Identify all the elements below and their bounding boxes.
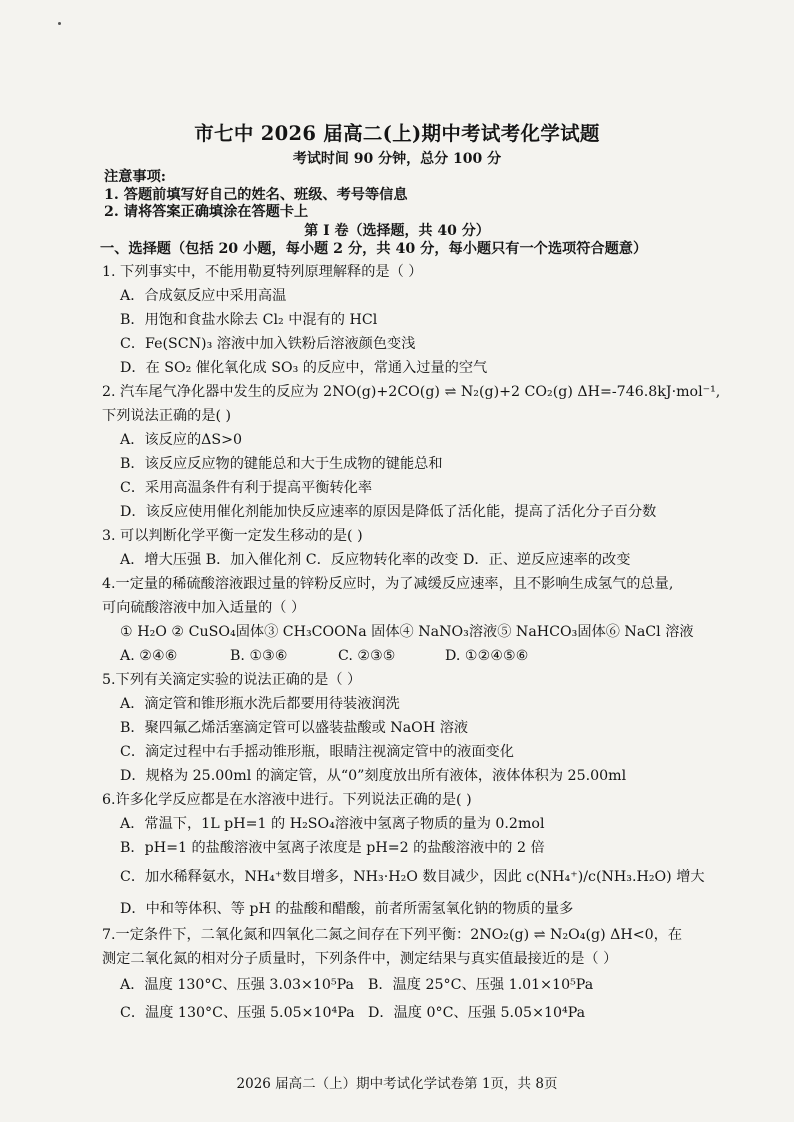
q6-option-d: D．中和等体积、等 pH 的盐酸和醋酸，前者所需氢氧化钠的物质的量多	[120, 901, 574, 917]
q6-stem: 6.许多化学反应都是在水溶液中进行。下列说法正确的是( )	[102, 792, 472, 808]
q5-stem: 5.下列有关滴定实验的说法正确的是（ ）	[102, 672, 362, 688]
q5-option-c: C．滴定过程中右手摇动锥形瓶，眼睛注视滴定管中的液面变化	[120, 744, 514, 760]
q5-option-b: B．聚四氟乙烯活塞滴定管可以盛装盐酸或 NaOH 溶液	[120, 720, 469, 736]
q3-options: A．增大压强 B．加入催化剂 C．反应物转化率的改变 D．正、逆反应速率的改变	[120, 552, 631, 568]
q4-option-c: C. ②③⑤	[338, 648, 396, 664]
q7-option-a: A．温度 130°C、压强 3.03×10⁵Pa	[120, 977, 355, 993]
q2-option-b: B．该反应反应物的键能总和大于生成物的键能总和	[120, 456, 443, 472]
q4-items: ① H₂O ② CuSO₄固体③ CH₃COONa 固体④ NaNO₃溶液⑤ NaHCO₃固体⑥ NaCl 溶液	[120, 624, 694, 640]
q7-option-d: D．温度 0°C、压强 5.05×10⁴Pa	[368, 1005, 586, 1021]
q2-option-a: A．该反应的ΔS>0	[120, 432, 243, 448]
q3-stem: 3. 可以判断化学平衡一定发生移动的是( )	[102, 528, 363, 544]
q2-stem-continued: 下列说法正确的是( )	[102, 408, 232, 424]
q4-stem: 4.一定量的稀硫酸溶液跟过量的锌粉反应时，为了减缓反应速率，且不影响生成氢气的总量,	[102, 576, 674, 592]
q2-option-d: D．该反应使用催化剂能加快反应速率的原因是降低了活化能，提高了活化分子百分数	[120, 504, 657, 520]
exam-subtitle: 考试时间 90 分钟，总分 100 分	[292, 151, 502, 167]
q5-option-a: A．滴定管和锥形瓶水洗后都要用待装液润洗	[120, 696, 400, 712]
q6-option-c: C．加水稀释氨水，NH₄⁺数目增多，NH₃·H₂O 数目减少，因此 c(NH₄⁺)/c(NH₃.H₂O) 增大	[120, 869, 705, 885]
notes-heading: 注意事项:	[104, 169, 166, 185]
q7-option-b: B．温度 25°C、压强 1.01×10⁵Pa	[368, 977, 594, 993]
q4-option-a: A. ②④⑥	[120, 648, 178, 664]
q1-option-b: B．用饱和食盐水除去 Cl₂ 中混有的 HCl	[120, 312, 378, 328]
q6-option-a: A．常温下，1L pH=1 的 H₂SO₄溶液中氢离子物质的量为 0.2mol	[120, 816, 545, 832]
note-item-1: 1. 答题前填写好自己的姓名、班级、考号等信息	[104, 187, 408, 203]
part1-heading: 第 I 卷（选择题，共 40 分）	[304, 223, 490, 239]
q4-option-b: B. ①③⑥	[230, 648, 288, 664]
q4-option-d: D. ①②④⑤⑥	[445, 648, 529, 664]
q2-stem: 2. 汽车尾气净化器中发生的反应为 2NO(g)+2CO(g) ⇌ N₂(g)+2 CO₂(g) ΔH=-746.8kJ·mol⁻¹,	[102, 384, 721, 400]
note-item-2: 2. 请将答案正确填涂在答题卡上	[104, 204, 309, 220]
q1-option-c: C．Fe(SCN)₃ 溶液中加入铁粉后溶液颜色变浅	[120, 336, 416, 352]
q2-option-c: C．采用高温条件有利于提高平衡转化率	[120, 480, 373, 496]
section-heading: 一、选择题（包括 20 小题，每小题 2 分，共 40 分，每小题只有一个选项符合题意）	[100, 241, 648, 257]
q1-stem: 1. 下列事实中，不能用勒夏特列原理解释的是（ ）	[102, 264, 423, 280]
q5-option-d: D．规格为 25.00ml 的滴定管，从“0”刻度放出所有液体，液体体积为 25.00ml	[120, 768, 627, 784]
q7-stem-continued: 测定二氧化氮的相对分子质量时，下列条件中，测定结果与真实值最接近的是（ ）	[102, 951, 618, 967]
scan-speck	[58, 22, 61, 25]
q6-option-b: B．pH=1 的盐酸溶液中氢离子浓度是 pH=2 的盐酸溶液中的 2 倍	[120, 840, 545, 856]
exam-title: 市七中 2026 届高二(上)期中考试考化学试题	[194, 122, 600, 145]
q7-option-c: C．温度 130°C、压强 5.05×10⁴Pa	[120, 1005, 355, 1021]
page-footer: 2026 届高二（上）期中考试化学试卷第 1页，共 8页	[236, 1076, 558, 1092]
q1-option-a: A．合成氨反应中采用高温	[120, 288, 287, 304]
q7-stem: 7.一定条件下，二氧化氮和四氧化二氮之间存在下列平衡：2NO₂(g) ⇌ N₂O₄(g) ΔH<0，在	[102, 927, 683, 943]
q4-stem-continued: 可向硫酸溶液中加入适量的（ ）	[102, 600, 306, 616]
q1-option-d: D．在 SO₂ 催化氧化成 SO₃ 的反应中，常通入过量的空气	[120, 360, 488, 376]
